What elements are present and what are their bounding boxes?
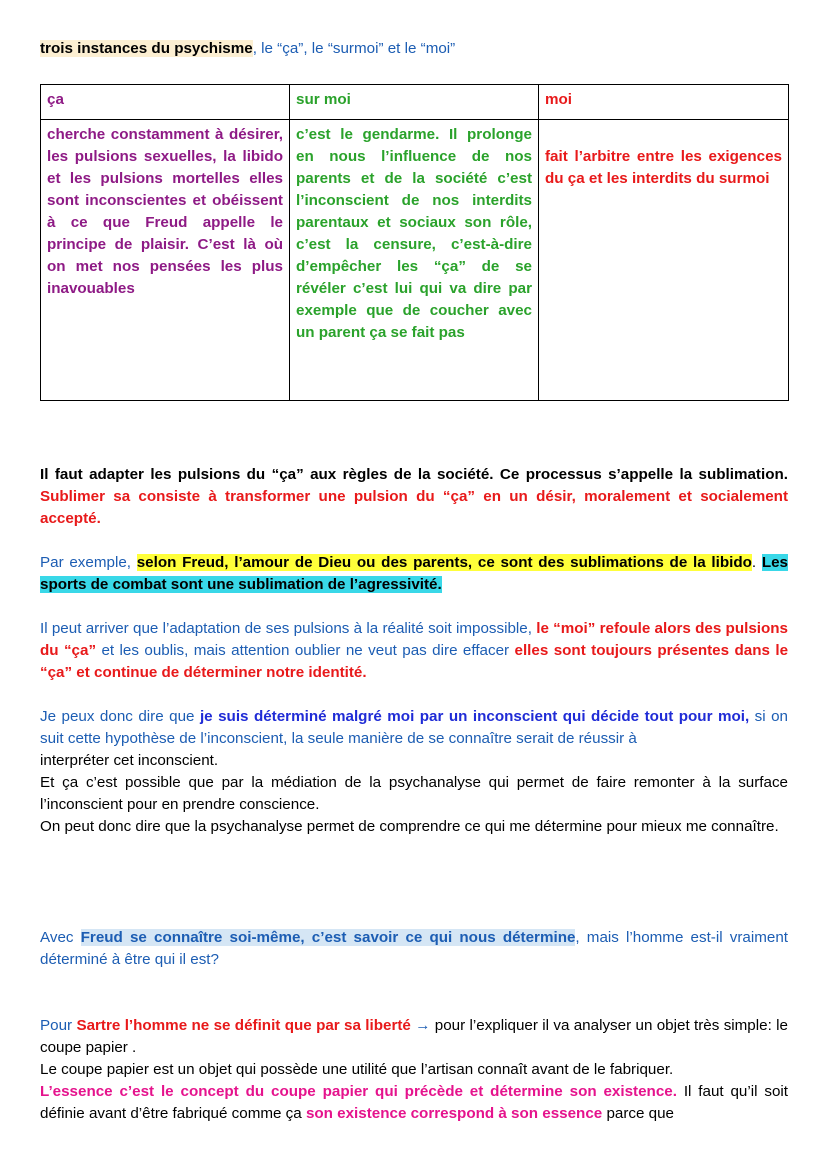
heading-rest: , le “ça”, le “surmoi” et le “moi”: [252, 40, 456, 57]
header-ca: ça: [41, 85, 290, 120]
psyche-table: [40, 84, 789, 401]
determination-end: interpréter cet inconscient.: [40, 752, 219, 769]
paragraph-conclusion: On peut donc dire que la psychanalyse permet de comprendre ce qui me détermine pour mieux me connaître.: [40, 818, 779, 835]
essence-existence: son existence correspond à son essence: [305, 1105, 603, 1122]
sublimation-definition: Il faut adapter les pulsions du “ça” aux règles de la société. Ce processus s’appelle la sublimation.: [40, 466, 788, 483]
table-row: [41, 120, 789, 401]
table-header-row: [41, 85, 789, 120]
paragraph-sublimation: [40, 464, 788, 530]
repression-text-1: Il peut arriver que l’adaptation de ses pulsions à la réalité soit impossible,: [40, 620, 537, 637]
cell-moi: fait l’arbitre entre les exigences du ça et les interdits du surmoi: [539, 120, 789, 401]
repression-text-2: et les oublis, mais attention oublier ne veut pas dire effacer: [96, 642, 515, 659]
repression-bold-1: le “moi” refoule alors des pulsions du “ça”: [40, 620, 788, 659]
examples-love: selon Freud, l’amour de Dieu ou des parents, ce sont des sublimations de la libido: [136, 554, 752, 571]
header-surmoi: sur moi: [290, 85, 539, 120]
cell-surmoi: c’est le gendarme. Il prolonge en nous l’influence de nos parents et de la société c’est l’inconscient de nos interdits parentaux et sociaux son rôle, c’est la censure, c’est-à-dire d’empêcher les “ça” de se révéler c’est lui qui va dire par exemple que de coucher avec un parent ça se fait pas: [290, 120, 539, 401]
essence-definition: L’essence c’est le concept du coupe papier qui précède et détermine son existence.: [40, 1083, 677, 1100]
freud-lead: Avec: [40, 929, 81, 946]
sublimation-explanation: Sublimer sa consiste à transformer une pulsion du “ça” en un désir, moralement et socialement accepté.: [40, 488, 788, 527]
freud-highlight: Freud se connaître soi-même, c’est savoir ce qui nous détermine: [80, 929, 576, 946]
paragraph-examples: [40, 552, 788, 596]
cell-ca: cherche constamment à désirer, les pulsions sexuelles, la libido et les pulsions mortelles elles sont inconscientes et obéissent à ce que Freud appelle le principe de plaisir. C’est là où on met nos pensées les plus inavouables: [41, 120, 290, 401]
header-moi: moi: [539, 85, 789, 120]
paragraph-paper-knife: Le coupe papier est un objet qui possède une utilité que l’artisan connaît avant de le fabriquer.: [40, 1061, 674, 1078]
examples-lead: Par exemple,: [40, 554, 137, 571]
examples-dot: .: [751, 554, 762, 571]
sartre-lead: Pour: [40, 1017, 77, 1034]
determination-lead: Je peux donc dire que: [40, 708, 200, 725]
determination-bold: je suis déterminé malgré moi par un inconscient qui décide tout pour moi,: [199, 708, 750, 725]
paragraph-essence: [40, 1081, 788, 1125]
repression-bold-2: elles sont toujours présentes dans le “ça” et continue de déterminer notre identité.: [40, 642, 789, 681]
paragraph-freud-question: [40, 927, 788, 971]
freud-question: , mais l’homme est-il vraiment déterminé à être qui il est?: [40, 929, 788, 968]
examples-sports: Les sports de combat sont une sublimation de l’agressivité.: [40, 554, 788, 593]
paragraph-repression: [40, 618, 788, 684]
arrow-icon: →: [410, 1017, 435, 1034]
section-heading: [40, 38, 788, 60]
sartre-explanation: pour l’expliquer il va analyser un objet très simple: le coupe papier .: [40, 1017, 788, 1056]
paragraph-determination: [40, 706, 788, 772]
sartre-freedom: Sartre l’homme ne se définit que par sa liberté: [76, 1017, 411, 1034]
essence-text-1: Il faut qu’il soit définie avant d’être fabriqué comme ça: [40, 1083, 788, 1122]
determination-text: si on suit cette hypothèse de l’inconscient, la seule manière de se connaître serait de réussir à: [40, 708, 788, 747]
heading-highlight: trois instances du psychisme: [40, 40, 253, 57]
paragraph-psychoanalysis: Et ça c’est possible que par la médiation de la psychanalyse qui permet de faire remonter à la surface l’inconscient pour en prendre conscience.: [40, 774, 788, 813]
paragraph-sartre: [40, 1015, 788, 1059]
essence-text-2: parce que: [602, 1105, 675, 1122]
